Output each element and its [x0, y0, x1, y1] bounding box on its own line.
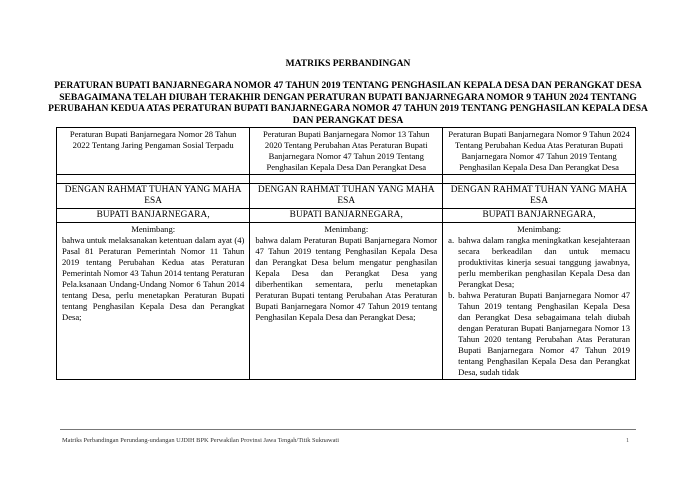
document-subtitle: PERATURAN BUPATI BANJARNEGARA NOMOR 47 TAHUN 2019 TENTANG PENGHASILAN KEPALA DESA DAN PERANGKAT DESA SEBAGAIMANA TELAH DIUBAH TERAKHIR DENGAN PERATURAN BUPATI BANJARNEGARA NOMOR 9 TAHUN 2024 TENTANG PERUBAHAN KEDUA ATAS PERATURAN BUPATI BANJARNEGARA NOMOR 47 TAHUN 2019 TENTANG PENGHASILAN KEPALA DESA DAN PERANGKAT DESA [48, 81, 648, 126]
menimbang-col-2 [250, 223, 443, 380]
menimbang-col-1 [57, 223, 250, 380]
list-item [448, 290, 630, 378]
bupati-col-3: BUPATI BANJARNEGARA, [443, 209, 636, 223]
document-title: MATRIKS PERBANDINGAN [285, 59, 411, 69]
menimbang-text-col-2: bahwa dalam Peraturan Bupati Banjarnegara Nomor 47 Tahun 2019 tentang Penghasilan Kepala Desa dan Perangkat Desa belum mengatur penghasilan Kepala Desa dan Perangkat Desa yang diberhentikan sementara, perlu menetapkan Peraturan Bupati tentang Perubahan Atas Peraturan Bupati Banjarnegara Nomor 47 Tahun 2019 tentang Penghasilan Kepala Desa dan Perangkat Desa; [255, 235, 438, 322]
menimbang-text-col-1: bahwa untuk melaksanakan ketentuan dalam ayat (4) Pasal 81 Peraturan Pemerintah Nomor 11 Tahun 2019 tentang Perubahan Kedua atas Peraturan Pemerintah Nomor 43 Tahun 2014 tentang Peraturan Pela.ksanaan Undang-Undang Nomor 6 Tahun 2014 tentang Desa, perlu menetapkan Peraturan Bupati tentang Penghasilan Kepala Desa dan Perangkat Desa; [62, 235, 245, 322]
spacer-row [57, 175, 636, 184]
bupati-col-2: BUPATI BANJARNEGARA, [250, 209, 443, 223]
rahmat-col-1: DENGAN RAHMAT TUHAN YANG MAHA ESA [57, 184, 250, 209]
footer-text: Matriks Perbandingan Perundang-undangan UJDIH BPK Perwakilan Provinsi Jawa Tengah/Titik Suknawati [62, 437, 339, 444]
list-item-text: bahwa dalam rangka meningkatkan kesejahteraan secara berkeadilan dan untuk memacu produktivitas kinerja sesuai tanggung jawabnya, perlu memberikan penghasilan Kepala Desa dan Perangkat Desa; [458, 235, 630, 289]
menimbang-label: Menimbang: [517, 224, 562, 234]
bupati-row [57, 209, 636, 223]
header-col-3: Peraturan Bupati Banjarnegara Nomor 9 Tahun 2024 Tentang Perubahan Kedua Atas Peraturan Bupati Banjarnegara Nomor 47 Tahun 2019 Tentang Penghasilan Kepala Desa Dan Perangkat Desa [443, 128, 636, 175]
table-header-row [57, 128, 636, 175]
list-marker: b. [448, 290, 455, 300]
menimbang-col-3 [443, 223, 636, 380]
header-col-1: Peraturan Bupati Banjarnegara Nomor 28 Tahun 2022 Tentang Jaring Pengaman Sosial Terpadu [57, 128, 250, 175]
bupati-col-1: BUPATI BANJARNEGARA, [57, 209, 250, 223]
menimbang-label: Menimbang: [131, 224, 176, 234]
page-number: 1 [626, 437, 630, 444]
menimbang-list-col-3 [448, 235, 630, 378]
menimbang-row [57, 223, 636, 380]
rahmat-col-2: DENGAN RAHMAT TUHAN YANG MAHA ESA [250, 184, 443, 209]
comparison-table [56, 127, 636, 380]
rahmat-col-3: DENGAN RAHMAT TUHAN YANG MAHA ESA [443, 184, 636, 209]
list-item [448, 235, 630, 290]
rahmat-row [57, 184, 636, 209]
list-marker: a. [448, 235, 455, 245]
footer-divider [60, 429, 636, 430]
list-item-text: bahwa Peraturan Bupati Banjarnegara Nomor 47 Tahun 2019 tentang Penghasilan Kepala Desa dan Perangkat Desa sebagaimana telah diubah dengan Peraturan Bupati Banjarnegara Nomor 13 Tahun 2020 tentang Perubahan Atas Peraturan Bupati Banjarnegara Nomor 47 Tahun 2019 tentang Penghasilan Kepala Desa dan Perangkat Desa, sudah tidak [458, 290, 630, 377]
header-col-2: Peraturan Bupati Banjarnegara Nomor 13 Tahun 2020 Tentang Perubahan Atas Peraturan Bupati Banjarnegara Nomor 47 Tahun 2019 Tentang Penghasilan Kepala Desa Dan Perangkat Desa [250, 128, 443, 175]
menimbang-label: Menimbang: [324, 224, 369, 234]
